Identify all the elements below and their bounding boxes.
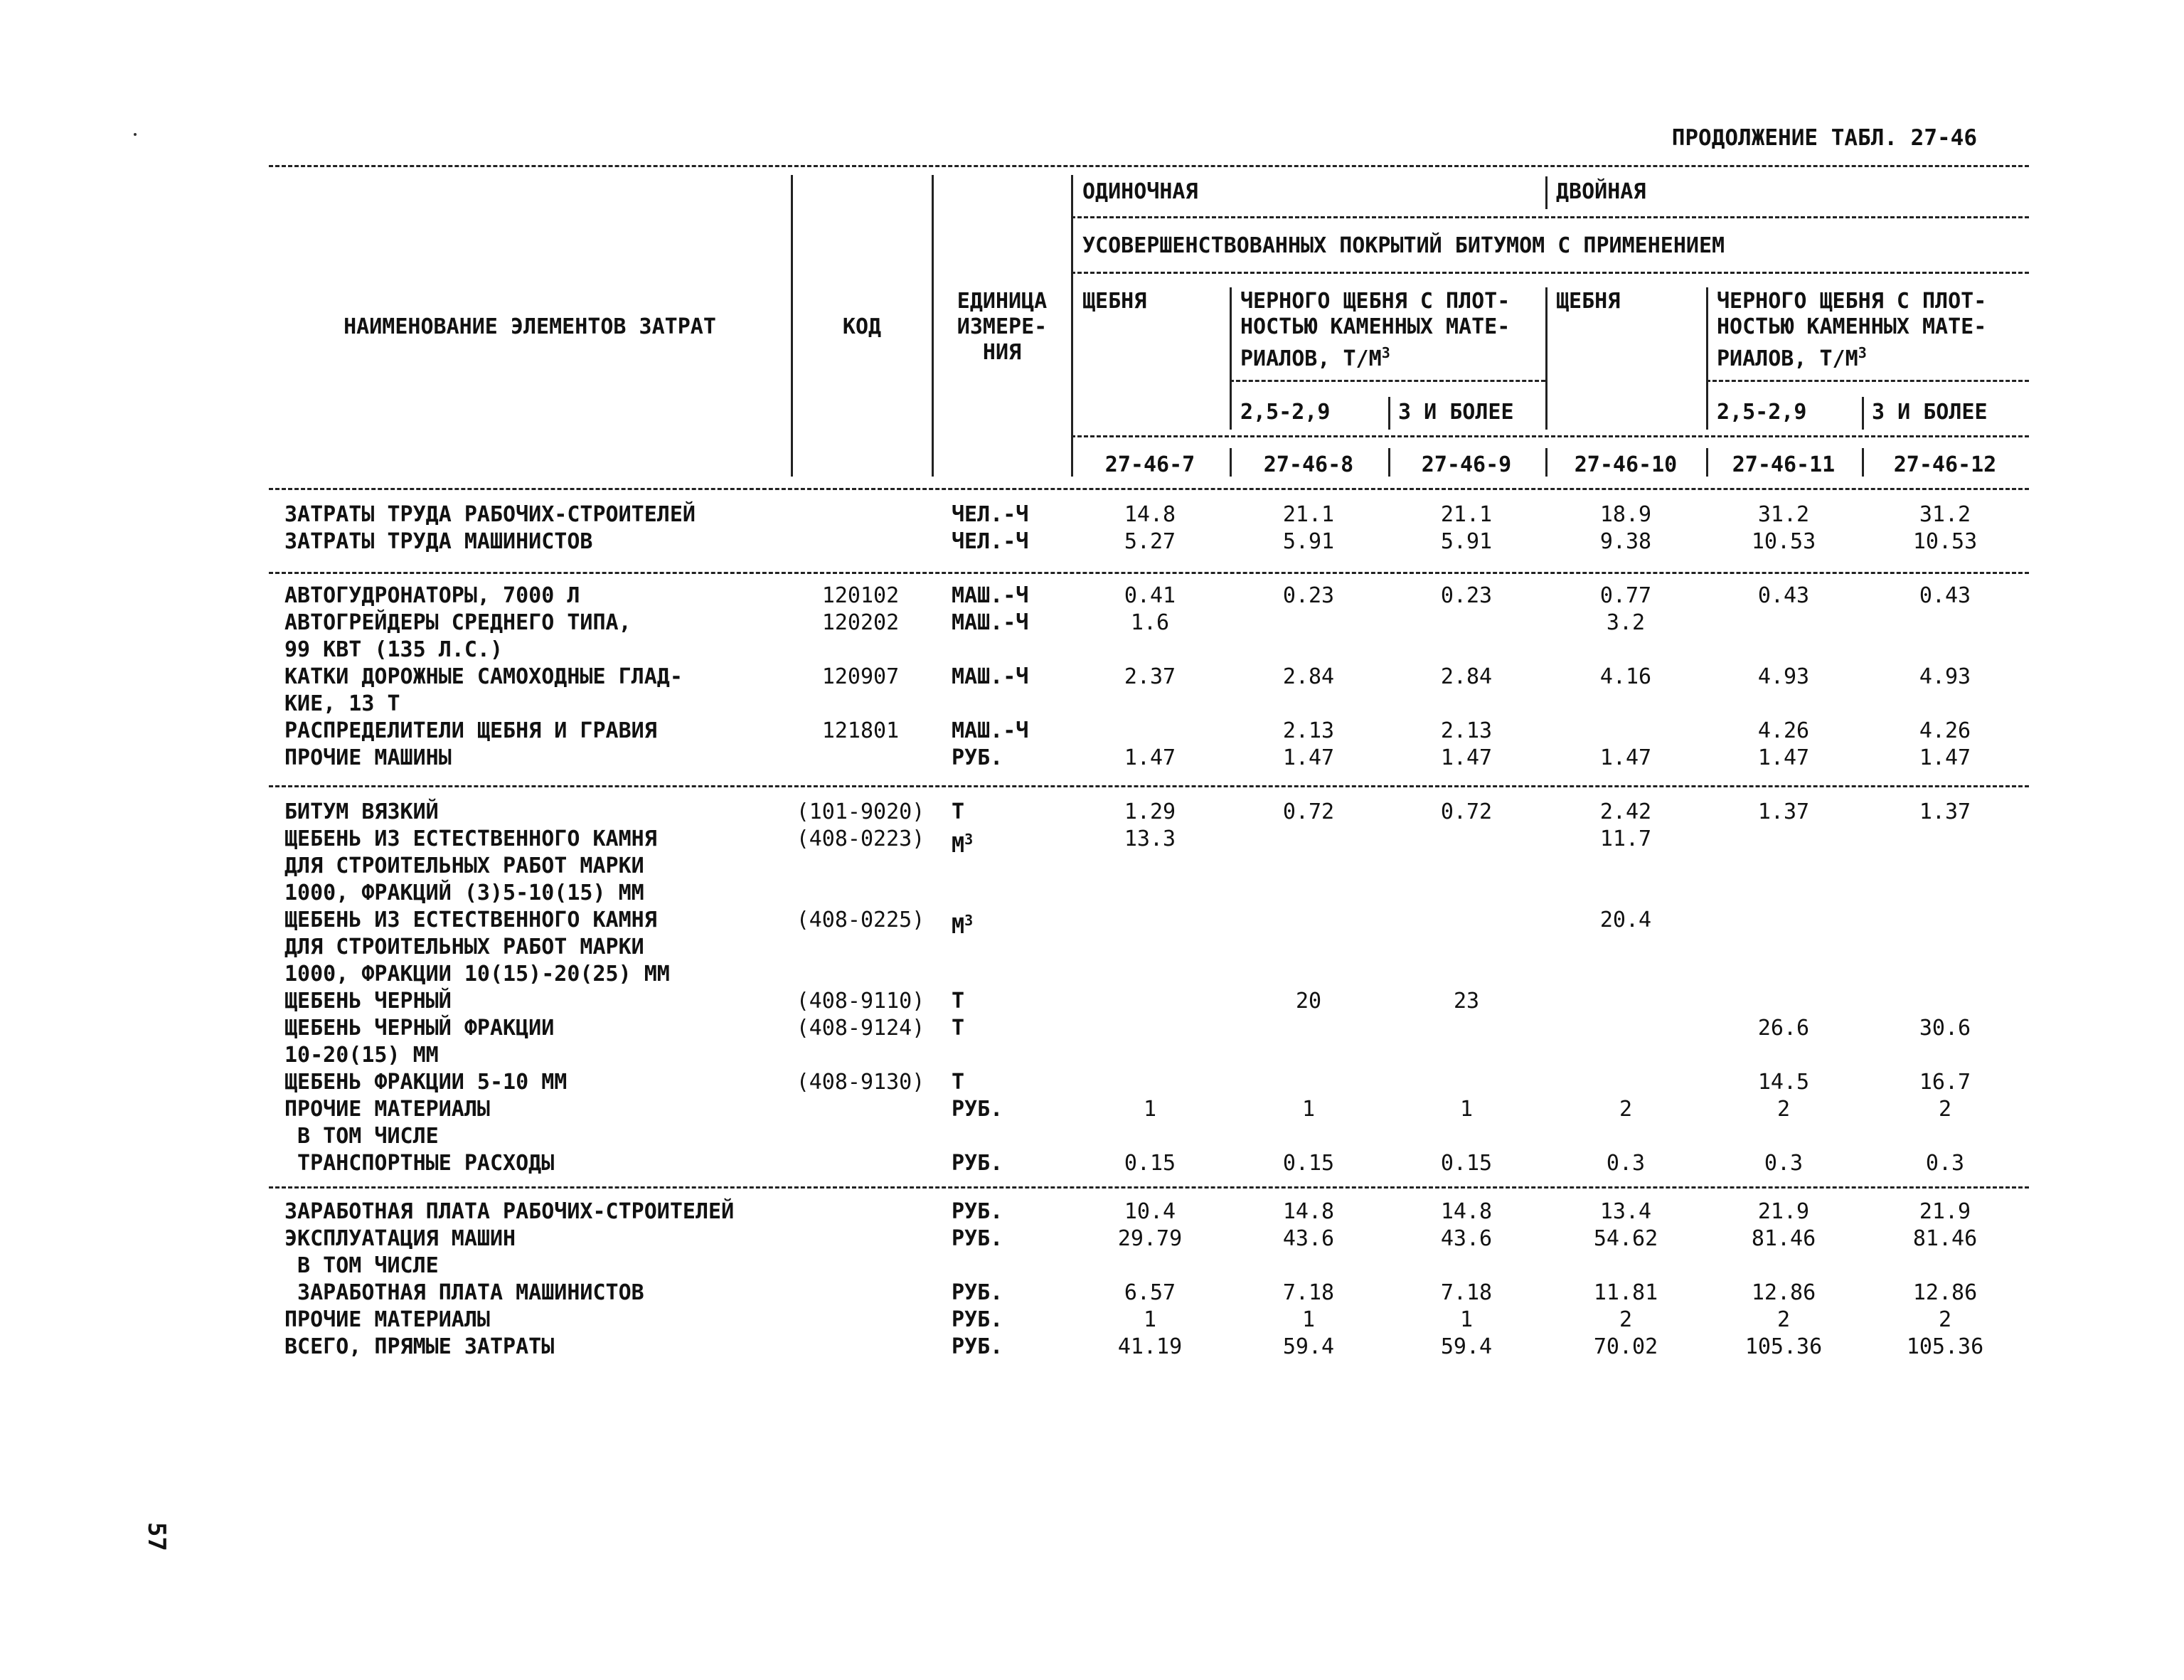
- row-value-cell: 31.2: [1757, 502, 1810, 527]
- section-separator-1: [269, 572, 2029, 574]
- row-unit: МАШ.-Ч: [952, 664, 1029, 689]
- row-code: 120907: [821, 664, 900, 689]
- row-value-cell: 1.6: [1130, 610, 1170, 635]
- row-value-cell: 1: [1459, 1097, 1474, 1122]
- row-name: ЗАРАБОТНАЯ ПЛАТА РАБОЧИХ-СТРОИТЕЛЕЙ: [284, 1199, 735, 1224]
- row-unit: РУБ.: [952, 1097, 1003, 1122]
- row-value-cell: 81.46: [1912, 1226, 1978, 1251]
- header-vline-3: [1071, 175, 1073, 477]
- row-name: ЗАТРАТЫ ТРУДА МАШИНИСТОВ: [284, 529, 593, 554]
- row-value-cell: 18.9: [1599, 502, 1652, 527]
- row-name: В ТОМ ЧИСЛЕ: [284, 1253, 439, 1278]
- row-value-cell: 13.4: [1599, 1199, 1652, 1224]
- row-name: ДЛЯ СТРОИТЕЛЬНЫХ РАБОТ МАРКИ: [284, 854, 644, 878]
- row-unit: Т: [952, 799, 965, 824]
- row-name: ПРОЧИЕ МАТЕРИАЛЫ: [284, 1307, 490, 1332]
- table-continuation-title: ПРОДОЛЖЕНИЕ ТАБЛ. 27-46: [1671, 125, 1977, 151]
- row-value-cell: 105.36: [1906, 1334, 1984, 1359]
- row-name: КИЕ, 13 Т: [284, 691, 400, 716]
- row-value-cell: 10.53: [1751, 529, 1816, 554]
- header-code-cell: 27-46-11: [1732, 452, 1836, 477]
- row-value-cell: 29.79: [1117, 1226, 1183, 1251]
- row-unit: РУБ.: [952, 1280, 1003, 1305]
- row-name: ЩЕБЕНЬ ЧЕРНЫЙ ФРАКЦИИ: [284, 1016, 555, 1041]
- header-double-shebnya: ЩЕБНЯ: [1556, 289, 1621, 314]
- row-value-cell: 6.57: [1124, 1280, 1176, 1305]
- row-unit: РУБ.: [952, 1307, 1003, 1332]
- row-code: 120202: [821, 610, 900, 635]
- row-unit: Т: [952, 1016, 965, 1041]
- header-rule-double-range: [1706, 380, 2029, 382]
- row-name: КАТКИ ДОРОЖНЫЕ САМОХОДНЫЕ ГЛАД-: [284, 664, 683, 689]
- row-value-cell: 1.47: [1282, 745, 1335, 770]
- header-vline-code-4: [1706, 448, 1708, 477]
- row-name: В ТОМ ЧИСЛЕ: [284, 1124, 439, 1149]
- row-name: АВТОГУДРОНАТОРЫ, 7000 Л: [284, 583, 580, 608]
- header-vline-single-black-end: [1545, 287, 1548, 430]
- row-value-cell: 9.38: [1599, 529, 1652, 554]
- row-name: ЩЕБЕНЬ ИЗ ЕСТЕСТВЕННОГО КАМНЯ: [284, 908, 657, 932]
- row-value-cell: 1: [1143, 1097, 1157, 1122]
- row-value-cell: 14.8: [1440, 1199, 1493, 1224]
- row-value-cell: 43.6: [1440, 1226, 1493, 1251]
- header-vline-code-2: [1388, 448, 1390, 477]
- row-value-cell: 0.23: [1282, 583, 1335, 608]
- row-unit: РУБ.: [952, 1199, 1003, 1224]
- row-value-cell: 21.9: [1757, 1199, 1810, 1224]
- row-value-cell: 0.72: [1440, 799, 1493, 824]
- row-value-cell: 2: [1619, 1307, 1633, 1332]
- row-name: 99 КВТ (135 Л.С.): [284, 637, 504, 662]
- row-value-cell: 1.47: [1919, 745, 1971, 770]
- row-unit: РУБ.: [952, 1151, 1003, 1176]
- row-value-cell: 4.26: [1757, 718, 1810, 743]
- row-code: 121801: [821, 718, 900, 743]
- row-value-cell: 2.13: [1282, 718, 1335, 743]
- row-code: (408-0223): [796, 826, 925, 851]
- row-name: ЩЕБЕНЬ ЧЕРНЫЙ: [284, 989, 452, 1014]
- header-code-cell: 27-46-10: [1574, 452, 1678, 477]
- row-unit: РУБ.: [952, 1226, 1003, 1251]
- row-value-cell: 21.1: [1282, 502, 1335, 527]
- row-name: ЩЕБЕНЬ ФРАКЦИИ 5-10 ММ: [284, 1070, 568, 1095]
- row-name: ВСЕГО, ПРЯМЫЕ ЗАТРАТЫ: [284, 1334, 555, 1359]
- header-vline-single-black: [1230, 287, 1232, 430]
- row-value-cell: 1.47: [1440, 745, 1493, 770]
- row-value-cell: 20: [1295, 989, 1322, 1014]
- row-value-cell: 2: [1777, 1097, 1791, 1122]
- header-unit-line-3: НИЯ: [982, 340, 1022, 365]
- row-value-cell: 4.93: [1757, 664, 1810, 689]
- row-value-cell: 1: [1459, 1307, 1474, 1332]
- header-group-single: ОДИНОЧНАЯ: [1082, 179, 1198, 204]
- page-number: 57: [142, 1522, 171, 1551]
- row-value-cell: 0.43: [1757, 583, 1810, 608]
- row-name: РАСПРЕДЕЛИТЕЛИ ЩЕБНЯ И ГРАВИЯ: [284, 718, 657, 743]
- header-vline-double-black: [1706, 287, 1708, 430]
- row-value-cell: 5.91: [1440, 529, 1493, 554]
- row-name: ПРОЧИЕ МАТЕРИАЛЫ: [284, 1097, 490, 1122]
- row-value-cell: 4.93: [1919, 664, 1971, 689]
- header-double-range-1: 2,5-2,9: [1717, 400, 1807, 425]
- row-value-cell: 1.47: [1599, 745, 1652, 770]
- header-rule-groups: [1071, 216, 2029, 218]
- row-code: (101-9020): [796, 799, 925, 824]
- row-value-cell: 0.3: [1764, 1151, 1804, 1176]
- row-value-cell: 11.7: [1599, 826, 1652, 851]
- row-value-cell: 5.91: [1282, 529, 1335, 554]
- row-value-cell: 31.2: [1919, 502, 1971, 527]
- row-code: (408-9130): [796, 1070, 925, 1095]
- row-value-cell: 7.18: [1282, 1280, 1335, 1305]
- row-name: БИТУМ ВЯЗКИЙ: [284, 799, 439, 824]
- row-name: 1000, ФРАКЦИЙ (3)5-10(15) ММ: [284, 881, 644, 905]
- row-value-cell: 0.3: [1925, 1151, 1965, 1176]
- row-name: 10-20(15) ММ: [284, 1043, 439, 1068]
- row-value-cell: 1.47: [1124, 745, 1176, 770]
- row-value-cell: 13.3: [1124, 826, 1176, 851]
- row-value-cell: 23: [1453, 989, 1480, 1014]
- header-single-black-line-2: НОСТЬЮ КАМЕННЫХ МАТЕ-: [1240, 314, 1511, 339]
- row-name: ПРОЧИЕ МАШИНЫ: [284, 745, 452, 770]
- row-value-cell: 10.4: [1124, 1199, 1176, 1224]
- row-value-cell: 81.46: [1751, 1226, 1816, 1251]
- row-value-cell: 3.2: [1606, 610, 1646, 635]
- header-vline-range-2: [1862, 397, 1864, 430]
- row-unit: МАШ.-Ч: [952, 583, 1029, 608]
- row-name: ДЛЯ СТРОИТЕЛЬНЫХ РАБОТ МАРКИ: [284, 935, 644, 959]
- row-code: (408-9124): [796, 1016, 925, 1041]
- header-code-cell: 27-46-8: [1263, 452, 1354, 477]
- row-unit: РУБ.: [952, 1334, 1003, 1359]
- row-value-cell: 41.19: [1117, 1334, 1183, 1359]
- row-name: ЗАРАБОТНАЯ ПЛАТА МАШИНИСТОВ: [284, 1280, 644, 1305]
- row-value-cell: 1: [1301, 1097, 1316, 1122]
- row-unit: $М^3$: [952, 912, 974, 939]
- row-value-cell: 70.02: [1593, 1334, 1658, 1359]
- row-value-cell: 21.9: [1919, 1199, 1971, 1224]
- row-value-cell: 59.4: [1282, 1334, 1335, 1359]
- row-unit: РУБ.: [952, 745, 1003, 770]
- header-double-black-line-1: ЧЕРНОГО ЩЕБНЯ С ПЛОТ-: [1717, 289, 1987, 314]
- row-value-cell: 2.84: [1440, 664, 1493, 689]
- row-value-cell: 0.15: [1282, 1151, 1335, 1176]
- row-value-cell: 1.47: [1757, 745, 1810, 770]
- header-group-double: ДВОЙНАЯ: [1556, 179, 1646, 204]
- row-code: 120102: [821, 583, 900, 608]
- row-value-cell: 2.84: [1282, 664, 1335, 689]
- row-value-cell: 105.36: [1744, 1334, 1823, 1359]
- header-code-cell: 27-46-7: [1104, 452, 1195, 477]
- header-rule-single-range: [1230, 380, 1545, 382]
- row-value-cell: 26.6: [1757, 1016, 1810, 1041]
- scan-speck: [134, 133, 137, 136]
- row-value-cell: 0.43: [1919, 583, 1971, 608]
- row-value-cell: 2: [1938, 1307, 1952, 1332]
- row-unit: $М^3$: [952, 831, 974, 858]
- row-name: ТРАНСПОРТНЫЕ РАСХОДЫ: [284, 1151, 555, 1176]
- row-value-cell: 2: [1777, 1307, 1791, 1332]
- row-name: 1000, ФРАКЦИИ 10(15)-20(25) ММ: [284, 962, 670, 987]
- header-vline-code-1: [1230, 448, 1232, 477]
- header-vline-code-3: [1545, 448, 1548, 477]
- row-value-cell: 0.23: [1440, 583, 1493, 608]
- header-rule-subtitle: [1071, 272, 2029, 274]
- row-value-cell: 1.37: [1919, 799, 1971, 824]
- header-vline-double: [1545, 176, 1548, 209]
- row-value-cell: 1.37: [1757, 799, 1810, 824]
- row-value-cell: 59.4: [1440, 1334, 1493, 1359]
- row-value-cell: 1: [1301, 1307, 1316, 1332]
- row-unit: Т: [952, 989, 965, 1014]
- header-code-cell: 27-46-12: [1893, 452, 1997, 477]
- row-value-cell: 2.37: [1124, 664, 1176, 689]
- row-value-cell: 2.13: [1440, 718, 1493, 743]
- row-unit: Т: [952, 1070, 965, 1095]
- row-unit: ЧЕЛ.-Ч: [952, 529, 1029, 554]
- header-vline-range-1: [1388, 397, 1390, 430]
- row-value-cell: 12.86: [1912, 1280, 1978, 1305]
- row-value-cell: 0.15: [1440, 1151, 1493, 1176]
- row-value-cell: 0.15: [1124, 1151, 1176, 1176]
- header-vline-code-5: [1862, 448, 1864, 477]
- row-code: (408-0225): [796, 908, 925, 932]
- row-name: ЗАТРАТЫ ТРУДА РАБОЧИХ-СТРОИТЕЛЕЙ: [284, 502, 696, 527]
- header-double-range-2: 3 И БОЛЕЕ: [1872, 400, 1988, 425]
- row-value-cell: 1.29: [1124, 799, 1176, 824]
- header-name-column: НАИМЕНОВАНИЕ ЭЛЕМЕНТОВ ЗАТРАТ: [343, 314, 716, 339]
- row-unit: ЧЕЛ.-Ч: [952, 502, 1029, 527]
- row-value-cell: 20.4: [1599, 908, 1652, 932]
- row-value-cell: 11.81: [1593, 1280, 1658, 1305]
- row-value-cell: 4.16: [1599, 664, 1652, 689]
- header-code-column: КОД: [842, 314, 882, 339]
- row-value-cell: 7.18: [1440, 1280, 1493, 1305]
- row-value-cell: 0.41: [1124, 583, 1176, 608]
- section-separator-2: [269, 785, 2029, 787]
- row-value-cell: 5.27: [1124, 529, 1176, 554]
- row-value-cell: 30.6: [1919, 1016, 1971, 1041]
- section-separator-3: [269, 1186, 2029, 1189]
- header-single-shebnya: ЩЕБНЯ: [1082, 289, 1147, 314]
- row-name: ЭКСПЛУАТАЦИЯ МАШИН: [284, 1226, 516, 1251]
- row-unit: МАШ.-Ч: [952, 718, 1029, 743]
- row-value-cell: 43.6: [1282, 1226, 1335, 1251]
- header-unit-line-1: ЕДИНИЦА: [957, 289, 1048, 314]
- header-single-black-line-1: ЧЕРНОГО ЩЕБНЯ С ПЛОТ-: [1240, 289, 1511, 314]
- row-value-cell: 2: [1619, 1097, 1633, 1122]
- header-code-cell: 27-46-9: [1421, 452, 1512, 477]
- header-top-rule: [269, 165, 2029, 167]
- header-single-range-1: 2,5-2,9: [1240, 400, 1331, 425]
- row-value-cell: 10.53: [1912, 529, 1978, 554]
- row-value-cell: 54.62: [1593, 1226, 1658, 1251]
- row-value-cell: 12.86: [1751, 1280, 1816, 1305]
- header-single-range-2: 3 И БОЛЕЕ: [1398, 400, 1514, 425]
- row-value-cell: 14.8: [1124, 502, 1176, 527]
- header-rule-codes: [1071, 435, 2029, 437]
- header-single-black-line-3: РИАЛОВ, $Т/М^3$: [1240, 344, 1390, 371]
- row-value-cell: 2.42: [1599, 799, 1652, 824]
- header-subtitle: УСОВЕРШЕНСТВОВАННЫХ ПОКРЫТИЙ БИТУМОМ С ПРИМЕНЕНИЕМ: [1082, 233, 1725, 258]
- row-value-cell: 14.5: [1757, 1070, 1810, 1095]
- row-unit: МАШ.-Ч: [952, 610, 1029, 635]
- row-value-cell: 0.72: [1282, 799, 1335, 824]
- row-name: АВТОГРЕЙДЕРЫ СРЕДНЕГО ТИПА,: [284, 610, 632, 635]
- header-unit-line-2: ИЗМЕРЕ-: [957, 314, 1048, 339]
- row-value-cell: 1: [1143, 1307, 1157, 1332]
- row-value-cell: 0.77: [1599, 583, 1652, 608]
- row-value-cell: 4.26: [1919, 718, 1971, 743]
- row-value-cell: 14.8: [1282, 1199, 1335, 1224]
- row-value-cell: 16.7: [1919, 1070, 1971, 1095]
- header-bottom-rule: [269, 488, 2029, 490]
- row-value-cell: 21.1: [1440, 502, 1493, 527]
- row-name: ЩЕБЕНЬ ИЗ ЕСТЕСТВЕННОГО КАМНЯ: [284, 826, 657, 851]
- row-value-cell: 2: [1938, 1097, 1952, 1122]
- header-double-black-line-2: НОСТЬЮ КАМЕННЫХ МАТЕ-: [1717, 314, 1987, 339]
- row-value-cell: 0.3: [1606, 1151, 1646, 1176]
- row-code: (408-9110): [796, 989, 925, 1014]
- header-double-black-line-3: РИАЛОВ, $Т/М^3$: [1717, 344, 1867, 371]
